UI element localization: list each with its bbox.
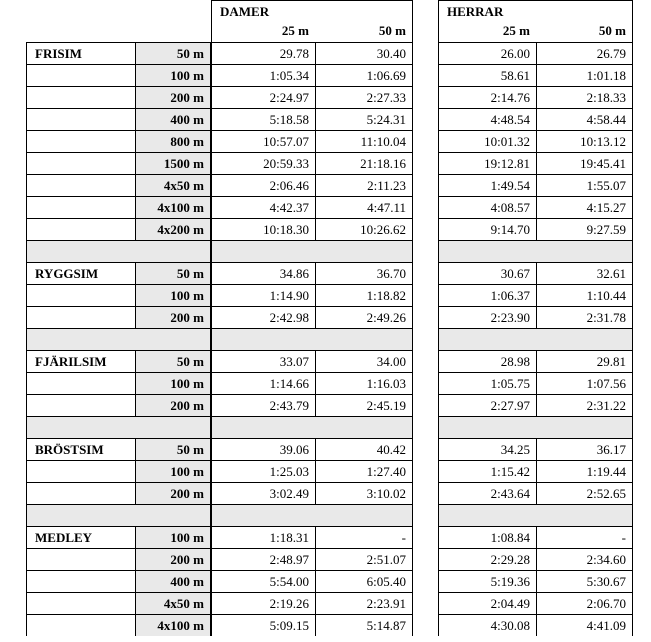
spacer-row bbox=[315, 504, 413, 526]
stroke-name: FRISIM bbox=[26, 42, 135, 64]
herrar-25m-time: 1:06.37 bbox=[438, 284, 536, 306]
stroke-cell bbox=[26, 284, 135, 306]
herrar-25m-time: 26.00 bbox=[438, 42, 536, 64]
herrar-25m-time: 9:14.70 bbox=[438, 218, 536, 240]
damer-50m-time: 21:18.16 bbox=[315, 152, 413, 174]
damer-50m-time: 2:45.19 bbox=[315, 394, 413, 416]
herrar-50m-time: 2:34.60 bbox=[536, 548, 633, 570]
herrar-50m-time: 1:19.44 bbox=[536, 460, 633, 482]
herrar-25m-time: 58.61 bbox=[438, 64, 536, 86]
distance-label: 400 m bbox=[135, 570, 211, 592]
herrar-50m-time: 1:01.18 bbox=[536, 64, 633, 86]
stroke-name: MEDLEY bbox=[26, 526, 135, 548]
spacer-row bbox=[438, 328, 536, 350]
damer-25m-time: 5:54.00 bbox=[211, 570, 315, 592]
spacer-row bbox=[315, 416, 413, 438]
stroke-cell bbox=[26, 394, 135, 416]
herrar-50m-time: 2:31.78 bbox=[536, 306, 633, 328]
spacer-row bbox=[26, 328, 135, 350]
damer-header: DAMER bbox=[211, 0, 413, 22]
distance-label: 1500 m bbox=[135, 152, 211, 174]
herrar-50m-time: 19:45.41 bbox=[536, 152, 633, 174]
spacer-row bbox=[438, 504, 536, 526]
distance-label: 50 m bbox=[135, 262, 211, 284]
damer-25m-time: 20:59.33 bbox=[211, 152, 315, 174]
damer-50m-time: 3:10.02 bbox=[315, 482, 413, 504]
distance-label: 100 m bbox=[135, 284, 211, 306]
damer-25m-time: 2:43.79 bbox=[211, 394, 315, 416]
herrar-50m-time: 10:13.12 bbox=[536, 130, 633, 152]
damer-50m-time: 2:49.26 bbox=[315, 306, 413, 328]
herrar-50m-time: 2:06.70 bbox=[536, 592, 633, 614]
damer-25m-time: 29.78 bbox=[211, 42, 315, 64]
spacer-row bbox=[26, 240, 135, 262]
distance-label: 4x100 m bbox=[135, 614, 211, 636]
damer-50m-time: 1:27.40 bbox=[315, 460, 413, 482]
stroke-cell bbox=[26, 460, 135, 482]
herrar-50m-time: 26.79 bbox=[536, 42, 633, 64]
spacer-row bbox=[536, 504, 633, 526]
distance-label: 50 m bbox=[135, 350, 211, 372]
herrar-25m-time: 30.67 bbox=[438, 262, 536, 284]
herrar-50m-time: - bbox=[536, 526, 633, 548]
spacer-row bbox=[135, 504, 211, 526]
damer-25m-time: 34.86 bbox=[211, 262, 315, 284]
herrar-25m-time: 2:14.76 bbox=[438, 86, 536, 108]
stroke-cell bbox=[26, 108, 135, 130]
spacer-row bbox=[211, 504, 315, 526]
distance-label: 100 m bbox=[135, 372, 211, 394]
herrar-25m-time: 1:49.54 bbox=[438, 174, 536, 196]
herrar-50m-time: 36.17 bbox=[536, 438, 633, 460]
herrar-25m-time: 2:23.90 bbox=[438, 306, 536, 328]
herrar-25m-time: 1:15.42 bbox=[438, 460, 536, 482]
damer-25m-time: 1:14.90 bbox=[211, 284, 315, 306]
spacer-row bbox=[536, 416, 633, 438]
damer-25m-time: 1:05.34 bbox=[211, 64, 315, 86]
damer-25m-time: 2:24.97 bbox=[211, 86, 315, 108]
spacer-row bbox=[315, 240, 413, 262]
spacer-row bbox=[315, 328, 413, 350]
damer-25m-time: 4:42.37 bbox=[211, 196, 315, 218]
damer-50m-header: 50 m bbox=[315, 20, 413, 42]
herrar-50m-time: 9:27.59 bbox=[536, 218, 633, 240]
herrar-50m-time: 32.61 bbox=[536, 262, 633, 284]
damer-25m-time: 1:25.03 bbox=[211, 460, 315, 482]
stroke-cell bbox=[26, 548, 135, 570]
herrar-50m-time: 2:31.22 bbox=[536, 394, 633, 416]
damer-50m-time: 1:06.69 bbox=[315, 64, 413, 86]
spacer-row bbox=[211, 240, 315, 262]
stroke-cell bbox=[26, 152, 135, 174]
spacer-row bbox=[211, 416, 315, 438]
damer-25m-time: 2:48.97 bbox=[211, 548, 315, 570]
spacer-row bbox=[438, 240, 536, 262]
stroke-cell bbox=[26, 196, 135, 218]
herrar-50m-time: 1:55.07 bbox=[536, 174, 633, 196]
herrar-25m-time: 4:48.54 bbox=[438, 108, 536, 130]
herrar-25m-time: 2:29.28 bbox=[438, 548, 536, 570]
herrar-25m-time: 1:05.75 bbox=[438, 372, 536, 394]
herrar-50m-time: 4:58.44 bbox=[536, 108, 633, 130]
damer-25m-time: 10:57.07 bbox=[211, 130, 315, 152]
distance-label: 4x100 m bbox=[135, 196, 211, 218]
distance-label: 100 m bbox=[135, 64, 211, 86]
distance-label: 200 m bbox=[135, 482, 211, 504]
herrar-25m-time: 28.98 bbox=[438, 350, 536, 372]
damer-25m-time: 1:14.66 bbox=[211, 372, 315, 394]
distance-label: 200 m bbox=[135, 548, 211, 570]
herrar-50m-time: 2:52.65 bbox=[536, 482, 633, 504]
herrar-25m-time: 19:12.81 bbox=[438, 152, 536, 174]
herrar-50m-time: 1:07.56 bbox=[536, 372, 633, 394]
damer-50m-time: 1:16.03 bbox=[315, 372, 413, 394]
herrar-25m-time: 2:04.49 bbox=[438, 592, 536, 614]
herrar-50m-header: 50 m bbox=[536, 20, 633, 42]
damer-50m-time: 6:05.40 bbox=[315, 570, 413, 592]
damer-25m-time: 5:18.58 bbox=[211, 108, 315, 130]
herrar-50m-time: 1:10.44 bbox=[536, 284, 633, 306]
herrar-50m-time: 2:18.33 bbox=[536, 86, 633, 108]
herrar-25m-time: 4:08.57 bbox=[438, 196, 536, 218]
distance-label: 200 m bbox=[135, 86, 211, 108]
distance-label: 400 m bbox=[135, 108, 211, 130]
herrar-25m-time: 1:08.84 bbox=[438, 526, 536, 548]
stroke-cell bbox=[26, 614, 135, 636]
distance-label: 4x50 m bbox=[135, 174, 211, 196]
damer-50m-time: 1:18.82 bbox=[315, 284, 413, 306]
stroke-cell bbox=[26, 372, 135, 394]
stroke-name: BRÖSTSIM bbox=[26, 438, 135, 460]
stroke-name: FJÄRILSIM bbox=[26, 350, 135, 372]
stroke-cell bbox=[26, 64, 135, 86]
damer-25m-time: 10:18.30 bbox=[211, 218, 315, 240]
herrar-50m-time: 5:30.67 bbox=[536, 570, 633, 592]
distance-label: 50 m bbox=[135, 438, 211, 460]
spacer-row bbox=[536, 240, 633, 262]
spacer-row bbox=[135, 328, 211, 350]
distance-label: 4x50 m bbox=[135, 592, 211, 614]
damer-50m-time: 34.00 bbox=[315, 350, 413, 372]
damer-50m-time: 40.42 bbox=[315, 438, 413, 460]
damer-50m-time: 5:24.31 bbox=[315, 108, 413, 130]
herrar-50m-time: 4:15.27 bbox=[536, 196, 633, 218]
stroke-cell bbox=[26, 130, 135, 152]
stroke-cell bbox=[26, 570, 135, 592]
herrar-25m-header: 25 m bbox=[438, 20, 536, 42]
distance-label: 200 m bbox=[135, 306, 211, 328]
herrar-50m-time: 4:41.09 bbox=[536, 614, 633, 636]
herrar-50m-time: 29.81 bbox=[536, 350, 633, 372]
stroke-cell bbox=[26, 218, 135, 240]
distance-label: 800 m bbox=[135, 130, 211, 152]
herrar-25m-time: 5:19.36 bbox=[438, 570, 536, 592]
damer-50m-time: 4:47.11 bbox=[315, 196, 413, 218]
damer-25m-time: 2:19.26 bbox=[211, 592, 315, 614]
spacer-row bbox=[135, 416, 211, 438]
herrar-25m-time: 34.25 bbox=[438, 438, 536, 460]
damer-50m-time: 5:14.87 bbox=[315, 614, 413, 636]
stroke-cell bbox=[26, 592, 135, 614]
spacer-row bbox=[135, 240, 211, 262]
herrar-25m-time: 4:30.08 bbox=[438, 614, 536, 636]
herrar-25m-time: 2:27.97 bbox=[438, 394, 536, 416]
stroke-name: RYGGSIM bbox=[26, 262, 135, 284]
damer-25m-time: 3:02.49 bbox=[211, 482, 315, 504]
damer-50m-time: 10:26.62 bbox=[315, 218, 413, 240]
distance-label: 50 m bbox=[135, 42, 211, 64]
distance-label: 100 m bbox=[135, 526, 211, 548]
spacer-row bbox=[536, 328, 633, 350]
herrar-header: HERRAR bbox=[438, 0, 633, 22]
damer-25m-time: 5:09.15 bbox=[211, 614, 315, 636]
spacer-row bbox=[211, 328, 315, 350]
damer-25m-time: 33.07 bbox=[211, 350, 315, 372]
herrar-25m-time: 2:43.64 bbox=[438, 482, 536, 504]
damer-25m-time: 1:18.31 bbox=[211, 526, 315, 548]
herrar-25m-time: 10:01.32 bbox=[438, 130, 536, 152]
spacer-row bbox=[26, 504, 135, 526]
stroke-cell bbox=[26, 306, 135, 328]
damer-25m-header: 25 m bbox=[211, 20, 315, 42]
damer-50m-time: 2:27.33 bbox=[315, 86, 413, 108]
damer-50m-time: 2:11.23 bbox=[315, 174, 413, 196]
distance-label: 100 m bbox=[135, 460, 211, 482]
damer-50m-time: 2:23.91 bbox=[315, 592, 413, 614]
damer-50m-time: 36.70 bbox=[315, 262, 413, 284]
damer-50m-time: 2:51.07 bbox=[315, 548, 413, 570]
damer-25m-time: 2:06.46 bbox=[211, 174, 315, 196]
spacer-row bbox=[438, 416, 536, 438]
stroke-cell bbox=[26, 482, 135, 504]
damer-50m-time: - bbox=[315, 526, 413, 548]
spacer-row bbox=[26, 416, 135, 438]
damer-25m-time: 39.06 bbox=[211, 438, 315, 460]
distance-label: 200 m bbox=[135, 394, 211, 416]
stroke-cell bbox=[26, 174, 135, 196]
damer-25m-time: 2:42.98 bbox=[211, 306, 315, 328]
stroke-cell bbox=[26, 86, 135, 108]
distance-label: 4x200 m bbox=[135, 218, 211, 240]
damer-50m-time: 30.40 bbox=[315, 42, 413, 64]
damer-50m-time: 11:10.04 bbox=[315, 130, 413, 152]
